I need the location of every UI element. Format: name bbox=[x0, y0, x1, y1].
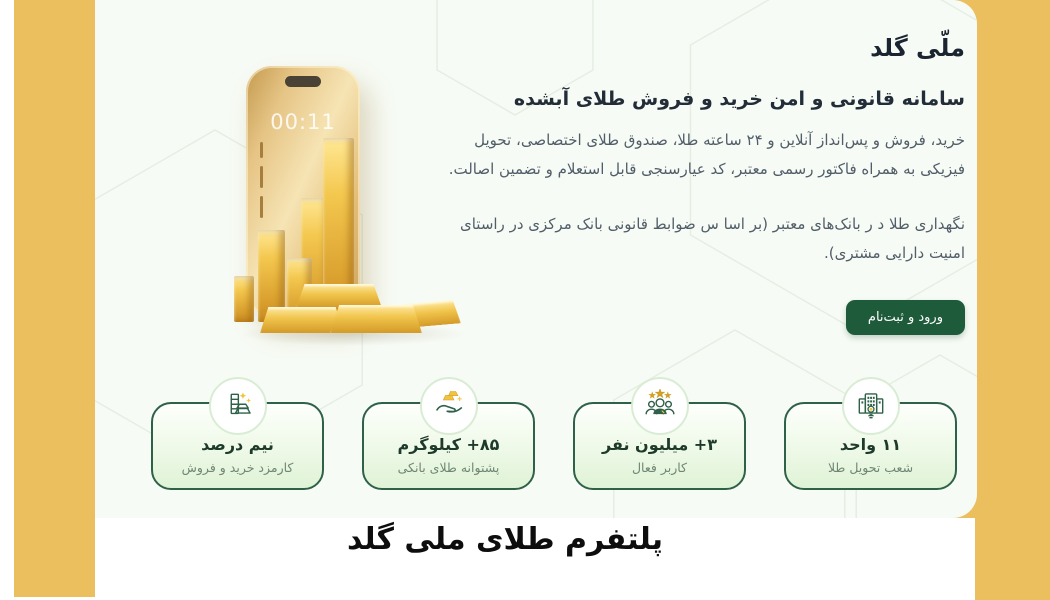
page-caption: پلتفرم طلای ملی گلد bbox=[346, 522, 664, 557]
stat-card-commission bbox=[151, 402, 324, 490]
commission-icon bbox=[209, 377, 267, 435]
phone-notch bbox=[285, 76, 321, 87]
active-users-icon bbox=[631, 377, 689, 435]
stats-row bbox=[151, 402, 957, 490]
brand-title: ملّی گلد bbox=[870, 34, 965, 62]
gold-backing-icon bbox=[420, 377, 478, 435]
stat-card-active-users bbox=[573, 402, 746, 490]
stat-card-gold-backing bbox=[362, 402, 535, 490]
login-register-button[interactable]: ورود و ثبت‌نام bbox=[846, 300, 965, 335]
stat-value: ۳+ میلیون نفر bbox=[602, 435, 717, 454]
stat-label: پشتوانه طلای بانکی bbox=[397, 460, 500, 475]
phone-side-button bbox=[260, 166, 263, 188]
stat-card-branches bbox=[784, 402, 957, 490]
stat-value: ۱۱ واحد bbox=[839, 435, 902, 454]
left-accent-bar bbox=[14, 0, 95, 597]
gold-ingot bbox=[296, 284, 382, 308]
stat-value: ۸۵+ کیلوگرم bbox=[397, 435, 500, 454]
stat-label: کاربر فعال bbox=[631, 460, 688, 475]
phone-side-button bbox=[260, 142, 263, 158]
stat-label: شعب تحویل طلا bbox=[827, 460, 914, 475]
gold-chart-bar bbox=[234, 276, 254, 322]
hero-paragraph-1: خرید، فروش و پس‌انداز آنلاین و ۲۴ ساعته طلا، صندوق طلای اختصاصی، تحویل فیزیکی به همراه فاکتور رسمی معتبر، کد عیارسنجی قابل استعلام و تضمین اصالت. bbox=[448, 131, 965, 178]
phone-clock: 00:11 bbox=[270, 110, 336, 134]
right-accent-bar-lower bbox=[975, 518, 1050, 600]
stat-label: کارمزد خرید و فروش bbox=[181, 460, 294, 475]
hero-section bbox=[95, 0, 977, 518]
gold-ingot bbox=[330, 305, 422, 333]
hero-paragraph-2: نگهداری طلا د ر بانک‌های معتبر (بر اسا س ضوابط قانونی بانک مرکزی در راستای امنیت دارایی مشتری). bbox=[459, 215, 965, 262]
hero-text-block bbox=[425, 34, 965, 335]
hero-headline: سامانه قانونی و امن خرید و فروش طلای آبشده bbox=[513, 88, 965, 110]
stat-value: نیم درصد bbox=[201, 435, 274, 454]
bank-branch-icon bbox=[842, 377, 900, 435]
phone-side-button bbox=[260, 196, 263, 218]
